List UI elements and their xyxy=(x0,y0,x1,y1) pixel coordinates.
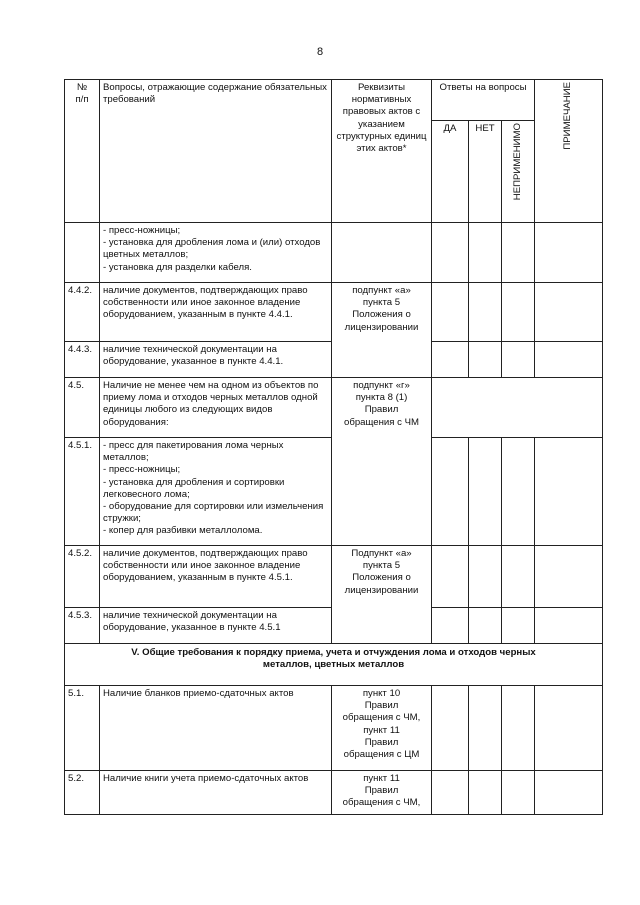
header-requisites: Реквизиты нормативных правовых актов с указанием структурных единиц этих актов* xyxy=(332,80,432,223)
header-na-label: НЕПРИМЕНИМО xyxy=(511,123,523,201)
row-question: наличие технической документации на оборудование, указанное в пункте 4.5.1 xyxy=(100,608,332,644)
row-question: наличие документов, подтверждающих право собственности или иное законное владение оборудованием, указанным в пункте 4.4.1. xyxy=(100,283,332,342)
header-row xyxy=(65,80,603,121)
row-question: наличие технической документации на оборудование, указанное в пункте 4.4.1. xyxy=(100,342,332,378)
header-note-label: ПРИМЕЧАНИЕ xyxy=(562,82,574,150)
row-question: Наличие книги учета приемо-сдаточных актов xyxy=(100,771,332,815)
note-cell[interactable] xyxy=(535,771,603,815)
row-num: 4.5.3. xyxy=(65,608,100,644)
row-requisites: подпункт «г» пункта 8 (1) Правил обращения с ЧМ xyxy=(332,378,432,546)
row-num: 4.5.1. xyxy=(65,438,100,546)
table-row xyxy=(65,378,603,438)
answer-na-cell[interactable] xyxy=(502,608,535,644)
answer-no-cell[interactable] xyxy=(469,438,502,546)
row-question: - пресс-ножницы; - установка для дробления лома и (или) отходов цветных металлов; - установка для разделки кабеля. xyxy=(100,223,332,283)
section-header-row xyxy=(65,644,603,686)
header-answers: Ответы на вопросы xyxy=(432,80,535,121)
answer-na-cell[interactable] xyxy=(502,771,535,815)
table-row xyxy=(65,223,603,283)
row-num: 5.1. xyxy=(65,686,100,771)
note-cell[interactable] xyxy=(535,342,603,378)
header-yes: ДА xyxy=(432,121,469,223)
header-num: № п/п xyxy=(65,80,100,223)
row-question: наличие документов, подтверждающих право собственности или иное законное владение оборудованием, указанным в пункте 4.5.1. xyxy=(100,546,332,608)
note-cell[interactable] xyxy=(535,223,603,283)
answer-no-cell[interactable] xyxy=(469,283,502,342)
answer-no-cell[interactable] xyxy=(469,342,502,378)
row-question: Наличие не менее чем на одном из объектов по приему лома и отходов черных металлов одной единицы любого из следующих видов оборудования: xyxy=(100,378,332,438)
section-title: V. Общие требования к порядку приема, учета и отчуждения лома и отходов черных металлов, цветных металлов xyxy=(65,644,603,686)
row-question: Наличие бланков приемо-сдаточных актов xyxy=(100,686,332,771)
answer-no-cell[interactable] xyxy=(469,608,502,644)
answer-no-cell[interactable] xyxy=(469,686,502,771)
table-row xyxy=(65,283,603,342)
row-num: 4.5. xyxy=(65,378,100,438)
header-note xyxy=(535,80,603,223)
answer-na-cell[interactable] xyxy=(502,283,535,342)
table-row xyxy=(65,546,603,608)
answer-na-cell[interactable] xyxy=(502,686,535,771)
answer-no-cell[interactable] xyxy=(469,546,502,608)
answer-yes-cell[interactable] xyxy=(432,223,469,283)
row-requisites: пункт 11 Правил обращения с ЧМ, xyxy=(332,771,432,815)
row-num xyxy=(65,223,100,283)
row-num: 5.2. xyxy=(65,771,100,815)
table-row xyxy=(65,771,603,815)
answer-yes-cell[interactable] xyxy=(432,771,469,815)
note-cell[interactable] xyxy=(535,283,603,342)
answer-na-cell[interactable] xyxy=(502,546,535,608)
answer-na-cell[interactable] xyxy=(502,438,535,546)
row-num: 4.4.2. xyxy=(65,283,100,342)
row-requisites: подпункт «а» пункта 5 Положения о лицензировании xyxy=(332,283,432,378)
note-cell[interactable] xyxy=(535,608,603,644)
checklist-table xyxy=(64,79,603,815)
row-requisites xyxy=(332,223,432,283)
header-na xyxy=(502,121,535,223)
note-cell[interactable] xyxy=(535,438,603,546)
row-requisites: Подпункт «а» пункта 5 Положения о лицензировании xyxy=(332,546,432,644)
answers-merged-cell xyxy=(432,378,603,438)
header-no: НЕТ xyxy=(469,121,502,223)
header-question: Вопросы, отражающие содержание обязательных требований xyxy=(100,80,332,223)
answer-no-cell[interactable] xyxy=(469,223,502,283)
answer-yes-cell[interactable] xyxy=(432,686,469,771)
answer-yes-cell[interactable] xyxy=(432,438,469,546)
row-question: - пресс для пакетирования лома черных металлов; - пресс-ножницы; - установка для дробления и сортировки легковесного лома; - оборудование для сортировки или измельчения стружки; - копер для разбивки металлолома. xyxy=(100,438,332,546)
note-cell[interactable] xyxy=(535,686,603,771)
answer-no-cell[interactable] xyxy=(469,771,502,815)
answer-na-cell[interactable] xyxy=(502,223,535,283)
answer-yes-cell[interactable] xyxy=(432,283,469,342)
answer-yes-cell[interactable] xyxy=(432,608,469,644)
row-requisites: пункт 10 Правил обращения с ЧМ, пункт 11 Правил обращения с ЦМ xyxy=(332,686,432,771)
answer-na-cell[interactable] xyxy=(502,342,535,378)
row-num: 4.4.3. xyxy=(65,342,100,378)
answer-yes-cell[interactable] xyxy=(432,546,469,608)
page-number: 8 xyxy=(316,46,324,58)
table-row xyxy=(65,686,603,771)
row-num: 4.5.2. xyxy=(65,546,100,608)
note-cell[interactable] xyxy=(535,546,603,608)
answer-yes-cell[interactable] xyxy=(432,342,469,378)
